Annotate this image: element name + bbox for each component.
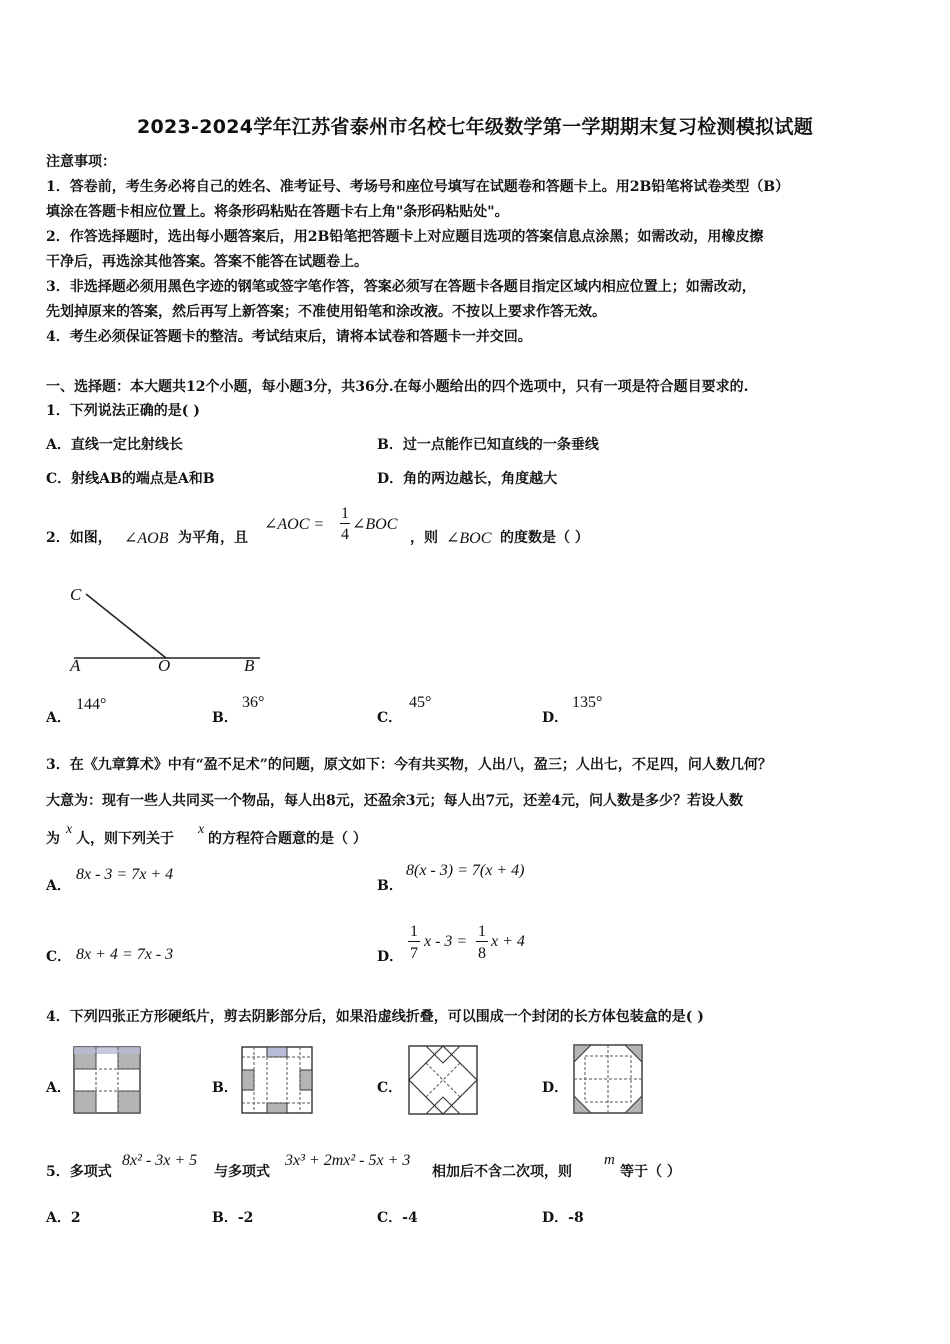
q2-option-d-value: 135° [572, 694, 603, 711]
q5-option-d: D．-8 [542, 1210, 584, 1226]
q2-stem-mid2: ，则 [410, 530, 438, 546]
page-title: 2023-2024学年江苏省泰州市名校七年级数学第一学期期末复习检测模拟试题 [136, 116, 814, 138]
q3-d-end: x + 4 [491, 933, 525, 950]
q5-stem-post1: 相加后不含二次项，则 [432, 1164, 572, 1180]
q3-option-c-label: C． [46, 949, 72, 965]
q5-option-a: A．2 [46, 1210, 81, 1226]
notice-line-2: 填涂在答题卡相应位置上。将条形码粘贴在答题卡右上角"条形码粘贴处"。 [46, 204, 509, 220]
q3-option-c: 8x + 4 = 7x - 3 [76, 946, 174, 963]
q5-stem-post2: 等于（ ） [620, 1164, 681, 1180]
q2-frac-num: 1 [341, 505, 349, 522]
q2-label-o: O [158, 656, 171, 675]
q2-eq-right: ∠BOC [352, 516, 398, 533]
q2-option-a-label: A． [46, 710, 71, 726]
q3-line-3c: 的方程符合题意的是（ ） [208, 831, 367, 847]
q3-option-b: 8(x - 3) = 7(x + 4) [406, 862, 525, 879]
q3-option-b-label: B． [377, 878, 403, 894]
q3-line-3a: 为 [46, 831, 60, 847]
q3-d-frac2-den: 8 [478, 945, 486, 962]
q4-option-c-figure [408, 1045, 480, 1117]
q1-option-d: D．角的两边越长，角度越大 [377, 471, 558, 487]
ray-oc [86, 594, 166, 658]
notice-line-4: 干净后，再选涂其他答案。答案不能答在试题卷上。 [46, 254, 368, 270]
q1-option-b: B．过一点能作已知直线的一条垂线 [377, 437, 599, 453]
q5-poly-2: 3x³ + 2mx² - 5x + 3 [285, 1152, 411, 1169]
q2-option-a-value: 144° [76, 696, 107, 713]
q2-label-b: B [244, 656, 255, 675]
q3-d-frac1-num: 1 [410, 923, 418, 940]
q4-stem: 4．下列四张正方形硬纸片，剪去阴影部分后，如果沿虚线折叠，可以围成一个封闭的长方体包装盒的是( ) [46, 1009, 704, 1025]
q2-label-a: A [70, 656, 81, 675]
q3-line-2: 大意为：现有一些人共同买一个物品，每人出8元，还盈余3元；每人出7元，还差4元，问人数是多少？若设人数 [46, 793, 743, 809]
q3-option-a: 8x - 3 = 7x + 4 [76, 866, 174, 883]
q3-option-d-label: D． [377, 949, 404, 965]
q5-option-b: B．-2 [212, 1210, 254, 1226]
q1-option-a: A．直线一定比射线长 [46, 437, 183, 453]
q2-eq-left: ∠AOC = [264, 516, 325, 533]
section-heading: 一、选择题：本大题共12个小题，每小题3分，共36分.在每小题给出的四个选项中，只有一项是符合题目要求的. [46, 379, 749, 395]
q2-angle-aob: ∠AOB [124, 530, 169, 547]
q5-poly-1: 8x² - 3x + 5 [122, 1152, 198, 1169]
q2-option-c-label: C． [377, 710, 403, 726]
notice-line-6: 先划掉原来的答案，然后再写上新答案；不准使用铅笔和涂改液。不按以上要求作答无效。 [46, 304, 606, 320]
q3-var-x2: x [198, 822, 205, 837]
q2-frac-den: 4 [341, 526, 349, 543]
notice-line-5: 3．非选择题必须用黑色字迹的钢笔或签字笔作答，答案必须写在答题卡各题目指定区域内相应位置上；如需改动， [46, 279, 756, 295]
q4-option-b-figure [241, 1046, 315, 1116]
q3-line-3b: 人，则下列关于 [76, 831, 174, 847]
q3-d-frac2-num: 1 [478, 923, 486, 940]
q3-d-mid: x - 3 = [424, 933, 468, 950]
notice-line-1: 1．答卷前，考生务必将自己的姓名、准考证号、考场号和座位号填写在试题卷和答题卡上。用2B铅笔将试卷类型（B） [46, 179, 790, 195]
q4-option-a-figure [73, 1046, 143, 1116]
q1-stem: 1．下列说法正确的是( ) [46, 403, 200, 419]
q2-option-b-value: 36° [242, 694, 265, 711]
q4-option-a-label: A． [46, 1080, 71, 1096]
q2-angle-boc: ∠BOC [446, 530, 492, 547]
q2-label-c: C [70, 585, 82, 604]
q5-var-m: m [604, 1152, 615, 1168]
q5-stem-mid: 与多项式 [214, 1164, 270, 1180]
q2-stem-mid1: 为平角，且 [178, 530, 248, 546]
q4-option-b-label: B． [212, 1080, 238, 1096]
q4-option-c-label: C． [377, 1080, 403, 1096]
q5-stem-pre: 5．多项式 [46, 1164, 112, 1180]
q4-option-d-figure [573, 1044, 645, 1116]
q2-option-b-label: B． [212, 710, 238, 726]
notice-line-7: 4．考生必须保证答题卡的整洁。考试结束后，请将本试卷和答题卡一并交回。 [46, 329, 532, 345]
q3-option-a-label: A． [46, 878, 71, 894]
q2-option-d-label: D． [542, 710, 569, 726]
q3-line-1: 3．在《九章算术》中有“盈不足术”的问题，原文如下：今有共买物，人出八，盈三；人出七，不足四，问人数几何？ [46, 757, 772, 773]
q2-stem-pre: 2．如图， [46, 530, 112, 546]
notice-line-3: 2．作答选择题时，选出每小题答案后，用2B铅笔把答题卡上对应题目选项的答案信息点涂黑；如需改动，用橡皮擦 [46, 229, 764, 245]
q3-d-frac1-den: 7 [410, 945, 418, 962]
q3-var-x1: x [66, 822, 73, 837]
notice-heading: 注意事项： [46, 154, 116, 170]
q2-stem-post: 的度数是（ ） [500, 530, 589, 546]
q1-option-c: C．射线AB的端点是A和B [46, 471, 215, 487]
q2-option-c-value: 45° [409, 694, 432, 711]
q4-option-d-label: D． [542, 1080, 569, 1096]
q5-option-c: C．-4 [377, 1210, 418, 1226]
